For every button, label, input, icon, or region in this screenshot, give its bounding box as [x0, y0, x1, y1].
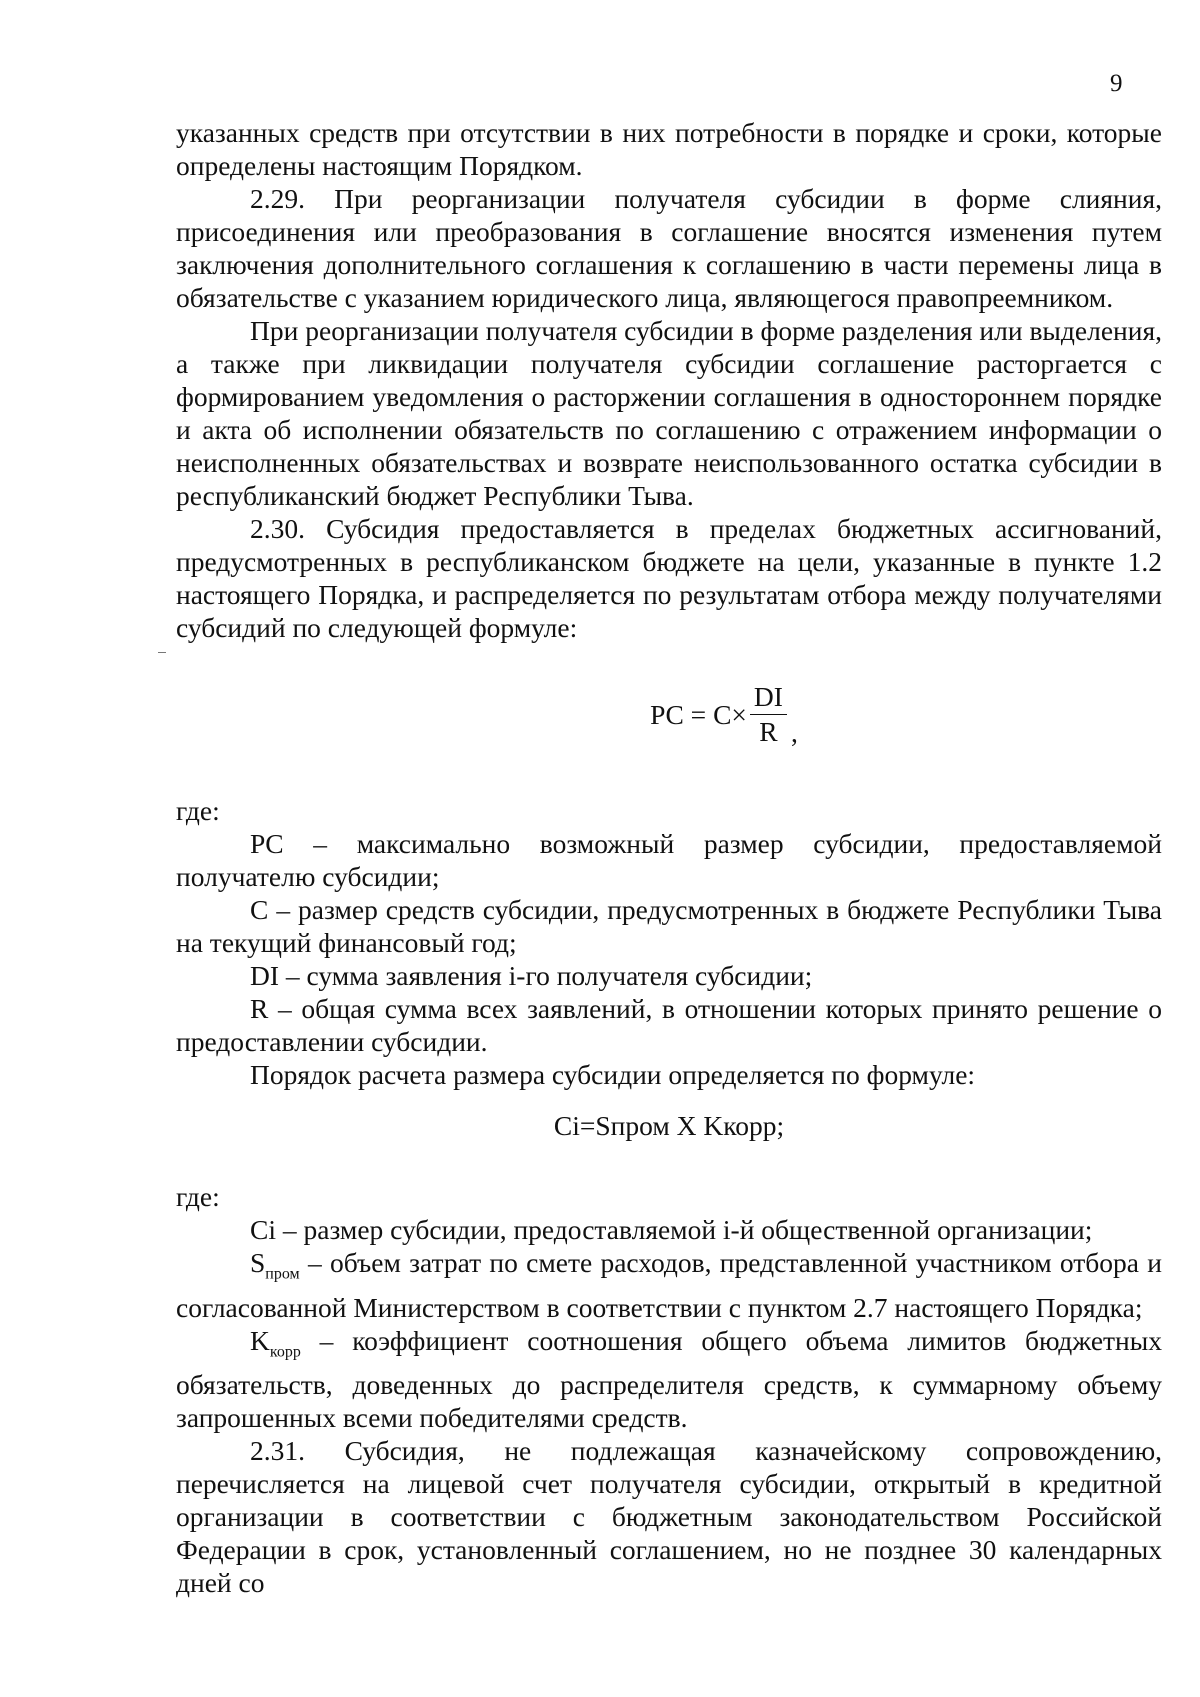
paragraph-order: Порядок расчета размера субсидии определяется по формуле: [250, 1059, 976, 1090]
formula-pc-fraction [750, 680, 787, 749]
definition-pc: PC – максимально возможный размер субсидии, предоставляемой получателю субсидии; [176, 828, 1162, 892]
definition-sprom [176, 1246, 1162, 1324]
definition-kkorr [176, 1324, 1162, 1435]
page-number: 9 [1110, 70, 1123, 97]
formula-pc-lhs: PC = C× [650, 698, 747, 730]
definition-di: DI – сумма заявления i-го получателя субсидии; [250, 960, 813, 991]
kkorr-text: – коэффициент соотношения общего объема лимитов бюджетных обязательств, доведенных до распределителя средств, к суммарному объему запрошенных всеми победителями средств. [176, 1324, 1162, 1433]
kkorr-subscript: корр [269, 1343, 301, 1360]
paragraph-2-30: 2.30. Субсидия предоставляется в пределах бюджетных ассигнований, предусмотренных в республиканском бюджете на цели, указанные в пункте 1.2 настоящего Порядка, и распределяется по результатам отбора между получателями субсидий по следующей формуле: [176, 513, 1162, 643]
paragraph-continuation: указанных средств при отсутствии в них потребности в порядке и сроки, которые определены настоящим Порядком. [176, 117, 1162, 181]
paragraph-2-31: 2.31. Субсидия, не подлежащая казначейскому сопровождению, перечисляется на лицевой счет получателя субсидии, открытый в кредитной организации в соответствии с бюджетным законодательством Российской Федерации в срок, установленный соглашением, но не позднее 30 календарных дней со [176, 1435, 1162, 1598]
formula-pc-numerator: DI [750, 680, 787, 715]
formula-pc [286, 664, 1162, 764]
sprom-symbol: S [250, 1247, 266, 1278]
where-label-2: где: [176, 1181, 220, 1212]
definition-c: C – размер средств субсидии, предусмотренных в бюджете Республики Тыва на текущий финансовый год; [176, 894, 1162, 958]
formula-pc-comma: , [790, 716, 798, 748]
definition-r: R – общая сумма всех заявлений, в отношении которых принято решение о предоставлении субсидии. [176, 993, 1162, 1057]
paragraph-reorganization: При реорганизации получателя субсидии в форме разделения или выделения, а также при ликвидации получателя субсидии соглашение расторгается с формированием уведомления о расторжении соглашения в одностороннем порядке и акта об исполнении обязательств по соглашению с отражением информации о неисполненных обязательствах и возврате неиспользованного остатка субсидии в республиканский бюджет Республики Тыва. [176, 315, 1162, 511]
formula-pc-denominator: R [759, 715, 778, 747]
definition-ci: Ci – размер субсидии, предоставляемой i-й общественной организации; [250, 1214, 1093, 1245]
sprom-subscript: пром [265, 1265, 300, 1283]
kkorr-symbol: K [250, 1324, 270, 1356]
paragraph-2-29: 2.29. При реорганизации получателя субсидии в форме слияния, присоединения или преобразования в соглашение вносятся изменения путем заключения дополнительного соглашения к соглашению в части перемены лица в обязательстве с указанием юридического лица, являющегося правопреемником. [176, 183, 1162, 313]
sprom-text: – объем затрат по смете расходов, представленной участником отбора и согласованной Министерством в соответствии с пунктом 2.7 настоящего Порядка; [176, 1247, 1162, 1323]
formula-ci: Ci=Sпром X Kкорр; [553, 1110, 785, 1141]
where-label-1: где: [176, 795, 220, 826]
scan-artifact [158, 652, 166, 653]
document-body [176, 116, 1162, 1599]
